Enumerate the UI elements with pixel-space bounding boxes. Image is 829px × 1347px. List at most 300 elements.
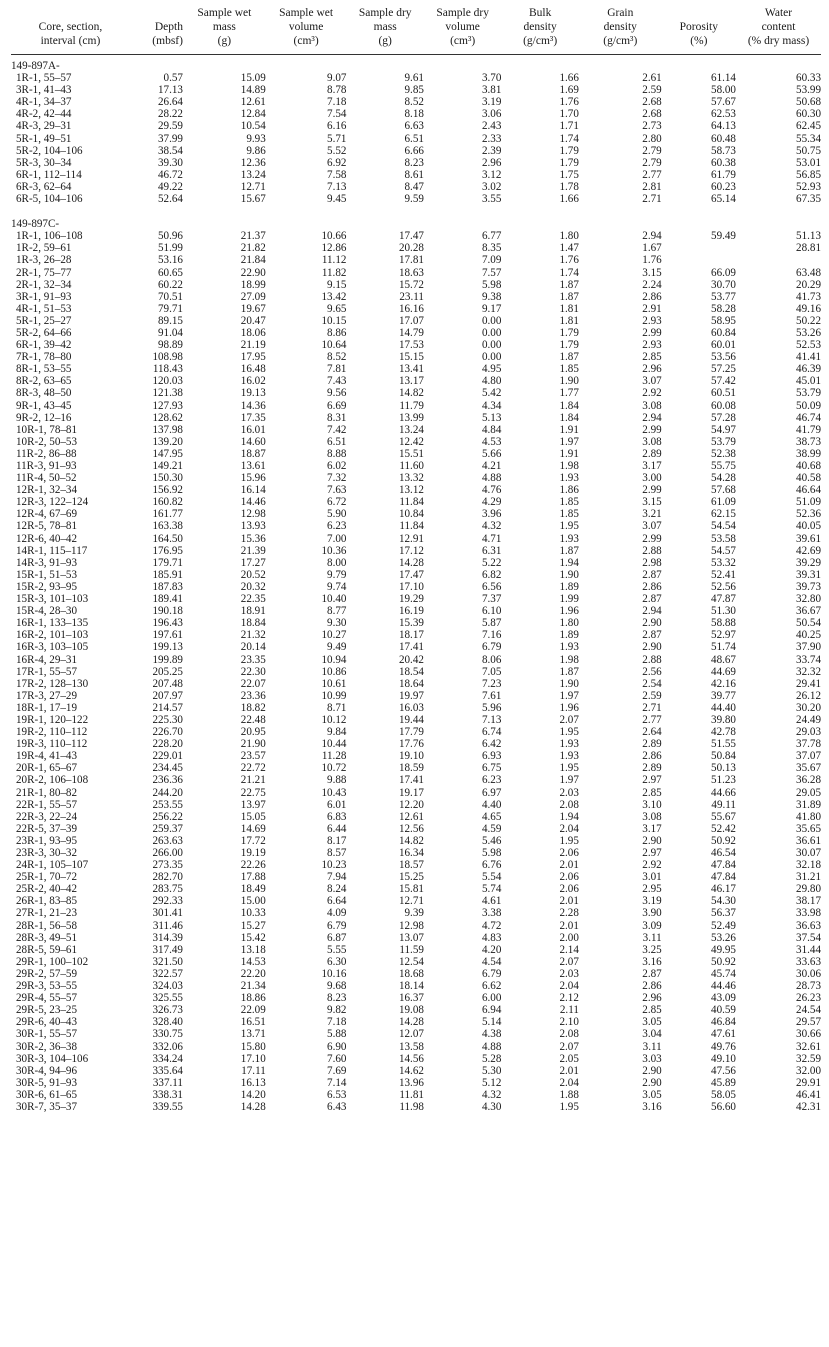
- cell-wet-mass: 19.19: [240, 847, 266, 859]
- cell-wet-volume: 6.87: [327, 931, 347, 944]
- cell-porosity: 53.26: [711, 931, 736, 944]
- cell-wet-mass: 17.88: [240, 871, 266, 884]
- cell-dry-volume: 3.19: [481, 96, 502, 109]
- cell-bulk-density: 1.84: [559, 399, 579, 412]
- cell-core-section: 3R-1, 91–93: [16, 290, 72, 303]
- cell-core-section: 30R-2, 36–38: [16, 1040, 78, 1053]
- cell-depth: 164.50: [152, 532, 183, 545]
- cell-core-section: 17R-3, 27–29: [16, 689, 78, 702]
- cell-wet-volume: 7.43: [327, 375, 347, 388]
- cell-wet-volume: 7.58: [327, 168, 347, 181]
- cell-water-content: 42.31: [796, 1100, 821, 1113]
- table-row: [11, 400, 821, 412]
- cell-water-content: 39.61: [796, 532, 821, 545]
- cell-bulk-density: 1.78: [559, 180, 579, 193]
- cell-grain-density: 2.89: [642, 447, 662, 460]
- cell-grain-density: 2.90: [642, 641, 662, 654]
- cell-wet-volume: 10.15: [321, 314, 347, 327]
- table-row: [11, 230, 821, 242]
- cell-dry-mass: 11.81: [399, 1088, 424, 1101]
- cell-core-section: 8R-3, 48–50: [16, 387, 72, 400]
- cell-core-section: 6R-1, 39–42: [16, 339, 72, 352]
- cell-dry-mass: 19.29: [398, 593, 424, 606]
- cell-core-section: 1R-2, 59–61: [16, 242, 72, 255]
- table-row: [11, 1041, 821, 1053]
- cell-core-section: 17R-1, 55–57: [16, 665, 78, 678]
- cell-porosity: 61.79: [711, 168, 736, 181]
- cell-dry-mass: 11.79: [399, 399, 424, 412]
- cell-depth: 325.55: [152, 992, 183, 1005]
- cell-water-content: 60.33: [796, 72, 821, 85]
- cell-wet-volume: 6.64: [327, 895, 347, 908]
- cell-core-section: 16R-4, 29–31: [16, 653, 78, 666]
- cell-grain-density: 2.91: [642, 302, 662, 315]
- table-row: [11, 835, 821, 847]
- cell-wet-volume: 8.24: [327, 883, 347, 896]
- cell-dry-mass: 12.54: [398, 955, 424, 968]
- cell-wet-volume: 6.72: [327, 496, 347, 509]
- cell-bulk-density: 2.06: [559, 847, 579, 859]
- cell-wet-volume: 11.82: [321, 266, 347, 279]
- cell-depth: 187.83: [152, 580, 183, 593]
- cell-grain-density: 3.10: [642, 798, 662, 811]
- cell-porosity: 48.67: [711, 653, 736, 666]
- cell-wet-mass: 15.36: [240, 532, 266, 545]
- cell-depth: 26.64: [158, 96, 183, 109]
- table-row: [11, 956, 821, 968]
- cell-bulk-density: 1.89: [559, 629, 579, 642]
- cell-core-section: 17R-2, 128–130: [16, 677, 89, 690]
- cell-porosity: 54.57: [711, 544, 736, 557]
- cell-grain-density: 3.16: [642, 955, 662, 968]
- table-row: [11, 254, 821, 266]
- cell-core-section: 5R-1, 49–51: [16, 132, 72, 145]
- cell-porosity: 45.89: [711, 1076, 736, 1089]
- table-row: [11, 569, 821, 581]
- cell-depth: 321.50: [152, 955, 183, 968]
- cell-grain-density: 3.03: [642, 1052, 662, 1065]
- cell-dry-volume: 7.23: [481, 677, 502, 690]
- cell-depth: 228.20: [152, 738, 183, 751]
- cell-depth: 234.45: [152, 762, 183, 775]
- cell-bulk-density: 1.99: [559, 593, 579, 606]
- cell-wet-volume: 7.81: [327, 363, 347, 376]
- cell-bulk-density: 1.81: [559, 314, 579, 327]
- table-row: [11, 133, 821, 145]
- cell-wet-volume: 6.69: [327, 399, 347, 412]
- cell-core-section: 26R-1, 83–85: [16, 895, 78, 908]
- cell-water-content: 40.58: [796, 472, 821, 485]
- table-row: [11, 267, 821, 279]
- cell-core-section: 15R-1, 51–53: [16, 568, 78, 581]
- cell-dry-volume: 4.21: [481, 460, 502, 472]
- cell-dry-mass: 15.81: [398, 883, 424, 896]
- cell-grain-density: 3.05: [642, 1016, 662, 1029]
- cell-dry-mass: 8.23: [404, 156, 424, 169]
- cell-water-content: 30.66: [796, 1028, 821, 1041]
- cell-porosity: 57.42: [711, 375, 736, 388]
- cell-wet-volume: 9.79: [327, 568, 347, 581]
- table-row: [11, 484, 821, 496]
- cell-dry-volume: 2.33: [481, 132, 502, 145]
- table-row: [11, 120, 821, 132]
- cell-depth: 301.41: [152, 907, 183, 920]
- header-line: Sample dry: [358, 7, 412, 19]
- cell-core-section: 10R-1, 78–81: [16, 423, 78, 436]
- table-row: [11, 315, 821, 327]
- cell-water-content: 37.90: [796, 641, 821, 654]
- cell-water-content: 63.48: [796, 266, 821, 279]
- table-row: [11, 762, 821, 774]
- cell-bulk-density: 1.85: [559, 508, 579, 521]
- cell-dry-volume: 0.00: [481, 326, 502, 339]
- cell-porosity: 49.11: [711, 798, 736, 811]
- cell-wet-volume: 9.68: [327, 980, 347, 993]
- cell-dry-volume: 6.10: [481, 605, 502, 618]
- cell-wet-mass: 22.90: [240, 266, 266, 279]
- cell-grain-density: 2.94: [642, 230, 662, 243]
- cell-bulk-density: 1.90: [559, 568, 579, 581]
- group-label-row: [11, 213, 821, 230]
- table-row: [11, 545, 821, 557]
- cell-core-section: 29R-2, 57–59: [16, 967, 78, 980]
- cell-water-content: 53.99: [796, 84, 821, 97]
- cell-bulk-density: 2.00: [559, 931, 579, 944]
- cell-dry-mass: 15.15: [398, 351, 424, 364]
- cell-bulk-density: 1.76: [559, 254, 579, 267]
- cell-water-content: 36.28: [796, 774, 821, 787]
- cell-water-content: 53.01: [796, 156, 821, 169]
- cell-grain-density: 2.71: [642, 193, 662, 206]
- cell-wet-mass: 18.49: [240, 883, 266, 896]
- cell-core-section: 11R-3, 91–93: [16, 460, 77, 472]
- cell-wet-volume: 9.65: [327, 302, 347, 315]
- cell-water-content: 35.65: [796, 822, 821, 835]
- cell-dry-mass: 17.47: [398, 568, 424, 581]
- cell-water-content: 29.91: [796, 1076, 821, 1089]
- cell-wet-mass: 13.71: [240, 1028, 266, 1041]
- cell-wet-volume: 9.45: [327, 193, 347, 206]
- cell-dry-volume: 4.83: [481, 931, 502, 944]
- table-row: [11, 72, 821, 84]
- cell-dry-mass: 12.91: [398, 532, 424, 545]
- cell-core-section: 6R-1, 112–114: [16, 168, 82, 181]
- cell-grain-density: 2.88: [642, 544, 662, 557]
- cell-bulk-density: 1.86: [559, 484, 579, 497]
- cell-dry-volume: 3.96: [481, 508, 502, 521]
- cell-porosity: 55.67: [711, 810, 736, 823]
- cell-dry-volume: 5.98: [481, 278, 502, 291]
- cell-wet-mass: 17.11: [241, 1064, 266, 1077]
- cell-porosity: 56.60: [711, 1100, 736, 1113]
- cell-dry-mass: 11.60: [399, 460, 424, 472]
- cell-bulk-density: 2.28: [559, 907, 579, 920]
- cell-porosity: 58.28: [711, 302, 736, 315]
- cell-wet-volume: 6.01: [327, 798, 347, 811]
- cell-core-section: 25R-2, 40–42: [16, 883, 78, 896]
- cell-depth: 207.48: [152, 677, 183, 690]
- cell-wet-volume: 9.84: [327, 726, 347, 739]
- cell-depth: 273.35: [152, 859, 183, 872]
- cell-core-section: 22R-1, 55–57: [16, 798, 78, 811]
- cell-wet-volume: 8.52: [327, 351, 347, 364]
- table-row: [11, 363, 821, 375]
- table-row: [11, 145, 821, 157]
- table-body: [11, 55, 821, 1114]
- cell-bulk-density: 2.04: [559, 1076, 579, 1089]
- cell-bulk-density: 1.90: [559, 677, 579, 690]
- cell-wet-mass: 27.09: [240, 290, 266, 303]
- cell-wet-volume: 7.63: [327, 484, 347, 497]
- cell-water-content: 46.64: [796, 484, 821, 497]
- cell-porosity: 57.25: [711, 363, 736, 376]
- cell-porosity: 58.73: [711, 144, 736, 157]
- cell-wet-mass: 17.35: [240, 411, 266, 424]
- cell-water-content: 39.29: [796, 556, 821, 569]
- cell-core-section: 12R-3, 122–124: [16, 496, 89, 509]
- cell-water-content: 29.03: [796, 726, 821, 739]
- cell-bulk-density: 2.07: [559, 955, 579, 968]
- table-row: [11, 617, 821, 629]
- cell-wet-mass: 21.39: [240, 544, 266, 557]
- cell-wet-mass: 21.90: [240, 738, 266, 751]
- cell-bulk-density: 1.79: [559, 144, 579, 157]
- cell-dry-volume: 5.14: [481, 1016, 502, 1029]
- table-row: [11, 1101, 821, 1113]
- cell-dry-mass: 17.10: [398, 580, 424, 593]
- cell-wet-volume: 10.99: [321, 689, 347, 702]
- cell-depth: 253.55: [152, 798, 183, 811]
- cell-wet-mass: 12.84: [240, 108, 266, 121]
- table-row: [11, 291, 821, 303]
- cell-bulk-density: 1.70: [559, 108, 579, 121]
- cell-bulk-density: 1.87: [559, 278, 579, 291]
- cell-bulk-density: 2.04: [559, 822, 579, 835]
- cell-wet-volume: 9.88: [327, 774, 347, 787]
- cell-dry-mass: 8.47: [404, 180, 424, 193]
- header-line: (g/cm³): [523, 35, 558, 47]
- cell-porosity: 52.38: [711, 447, 736, 460]
- cell-depth: 330.75: [152, 1028, 183, 1041]
- cell-grain-density: 2.86: [642, 750, 662, 763]
- group-spacer: [11, 205, 821, 213]
- cell-grain-density: 2.94: [642, 605, 662, 618]
- cell-dry-mass: 13.96: [398, 1076, 424, 1089]
- cell-water-content: 56.85: [796, 168, 821, 181]
- table-row: [11, 472, 821, 484]
- cell-wet-volume: 6.43: [327, 1100, 347, 1113]
- cell-dry-volume: 6.77: [481, 230, 502, 243]
- cell-dry-volume: 4.32: [481, 1088, 502, 1101]
- table-row: [11, 387, 821, 399]
- cell-bulk-density: 1.85: [559, 363, 579, 376]
- group-label: 149-897C-: [11, 218, 60, 231]
- cell-water-content: 33.63: [796, 955, 821, 968]
- cell-wet-volume: 9.82: [327, 1004, 347, 1017]
- table-row: [11, 96, 821, 108]
- cell-water-content: 28.81: [796, 242, 821, 255]
- cell-wet-volume: 10.43: [321, 786, 347, 799]
- header-core-section: [11, 6, 130, 54]
- cell-porosity: 44.40: [711, 701, 736, 714]
- cell-depth: 150.30: [152, 472, 183, 485]
- cell-porosity: 59.49: [711, 230, 736, 243]
- cell-dry-mass: 13.99: [398, 411, 424, 424]
- cell-grain-density: 3.09: [642, 919, 662, 932]
- cell-core-section: 15R-3, 101–103: [16, 593, 89, 606]
- cell-depth: 50.96: [158, 230, 183, 243]
- cell-dry-volume: 0.00: [481, 339, 502, 352]
- cell-bulk-density: 2.08: [559, 798, 579, 811]
- cell-core-section: 10R-2, 50–53: [16, 435, 78, 448]
- cell-core-section: 21R-1, 80–82: [16, 786, 78, 799]
- cell-dry-volume: 6.97: [481, 786, 502, 799]
- table-row: [11, 557, 821, 569]
- cell-dry-mass: 13.07: [398, 931, 424, 944]
- cell-grain-density: 2.89: [642, 762, 662, 775]
- cell-bulk-density: 2.14: [559, 943, 579, 956]
- table-row: [11, 1089, 821, 1101]
- cell-dry-volume: 4.53: [481, 435, 502, 448]
- cell-wet-mass: 20.95: [240, 726, 266, 739]
- cell-grain-density: 2.95: [642, 883, 662, 896]
- table-row: [11, 508, 821, 520]
- cell-wet-mass: 17.27: [240, 556, 266, 569]
- table-row: [11, 774, 821, 786]
- cell-bulk-density: 1.95: [559, 520, 579, 533]
- table-row: [11, 339, 821, 351]
- table-row: [11, 968, 821, 980]
- cell-dry-volume: 6.23: [481, 774, 502, 787]
- cell-porosity: 46.17: [711, 883, 736, 896]
- cell-wet-mass: 12.36: [240, 156, 266, 169]
- cell-depth: 98.89: [158, 339, 183, 352]
- cell-wet-volume: 10.72: [321, 762, 347, 775]
- cell-core-section: 1R-1, 106–108: [16, 230, 83, 243]
- cell-porosity: 50.92: [711, 955, 736, 968]
- cell-dry-volume: 6.79: [481, 967, 502, 980]
- cell-bulk-density: 1.79: [559, 156, 579, 169]
- cell-wet-volume: 13.42: [321, 290, 347, 303]
- cell-depth: 17.13: [158, 84, 183, 97]
- cell-water-content: 30.07: [796, 847, 821, 859]
- header-line: Bulk: [528, 7, 552, 19]
- cell-dry-volume: 4.34: [481, 399, 502, 412]
- cell-wet-volume: 9.07: [327, 72, 347, 85]
- cell-dry-mass: 12.61: [398, 810, 424, 823]
- cell-porosity: 45.74: [711, 967, 736, 980]
- cell-dry-mass: 13.17: [398, 375, 424, 388]
- cell-core-section: 25R-1, 70–72: [16, 871, 78, 884]
- cell-dry-mass: 17.53: [398, 339, 424, 352]
- cell-dry-volume: 6.56: [481, 580, 502, 593]
- cell-wet-mass: 22.26: [240, 859, 266, 872]
- cell-wet-mass: 15.27: [240, 919, 266, 932]
- cell-depth: 244.20: [152, 786, 183, 799]
- cell-grain-density: 3.19: [642, 895, 662, 908]
- cell-wet-volume: 8.71: [327, 701, 347, 714]
- cell-dry-mass: 15.72: [398, 278, 424, 291]
- cell-grain-density: 2.96: [642, 992, 662, 1005]
- cell-dry-mass: 16.16: [398, 302, 424, 315]
- cell-dry-mass: 20.28: [398, 242, 424, 255]
- header-line: (g/cm³): [603, 35, 638, 47]
- cell-bulk-density: 1.80: [559, 230, 579, 243]
- cell-bulk-density: 1.94: [559, 810, 579, 823]
- cell-depth: 120.03: [152, 375, 183, 388]
- cell-core-section: 8R-1, 53–55: [16, 363, 72, 376]
- cell-bulk-density: 1.79: [559, 339, 579, 352]
- cell-wet-volume: 9.74: [327, 580, 347, 593]
- cell-water-content: 49.16: [796, 302, 821, 315]
- cell-core-section: 4R-1, 51–53: [16, 302, 72, 315]
- cell-dry-volume: 3.81: [481, 84, 502, 97]
- cell-depth: 127.93: [152, 399, 183, 412]
- table-row: [11, 859, 821, 871]
- cell-water-content: 46.41: [796, 1088, 821, 1101]
- cell-water-content: 50.68: [796, 96, 821, 109]
- cell-grain-density: 3.05: [642, 1088, 662, 1101]
- cell-porosity: 58.88: [711, 617, 736, 630]
- cell-wet-mass: 18.99: [240, 278, 266, 291]
- header-line: (g): [378, 35, 392, 47]
- cell-dry-mass: 8.18: [404, 108, 424, 121]
- cell-bulk-density: 1.93: [559, 472, 579, 485]
- cell-wet-mass: 14.53: [240, 955, 266, 968]
- cell-water-content: 52.36: [796, 508, 821, 521]
- cell-water-content: 37.07: [796, 750, 821, 763]
- cell-wet-volume: 9.49: [327, 641, 347, 654]
- cell-core-section: 9R-1, 43–45: [16, 399, 72, 412]
- cell-dry-mass: 11.59: [399, 943, 424, 956]
- cell-depth: 326.73: [152, 1004, 183, 1017]
- cell-dry-mass: 14.79: [398, 326, 424, 339]
- cell-wet-mass: 16.01: [240, 423, 266, 436]
- cell-grain-density: 2.87: [642, 967, 662, 980]
- cell-wet-mass: 22.72: [240, 762, 266, 775]
- table-row: [11, 847, 821, 859]
- cell-wet-volume: 10.61: [321, 677, 347, 690]
- cell-depth: 292.33: [152, 895, 183, 908]
- cell-grain-density: 2.68: [642, 108, 662, 121]
- cell-core-section: 19R-4, 41–43: [16, 750, 78, 763]
- cell-wet-mass: 17.72: [240, 834, 266, 847]
- header-line: (%): [690, 35, 708, 47]
- cell-porosity: [662, 242, 736, 254]
- table-row: [11, 242, 821, 254]
- cell-core-section: 20R-2, 106–108: [16, 774, 89, 787]
- cell-bulk-density: 2.11: [559, 1004, 579, 1017]
- table-row: [11, 279, 821, 291]
- cell-wet-volume: 7.18: [327, 96, 347, 109]
- cell-bulk-density: 1.95: [559, 726, 579, 739]
- cell-bulk-density: 1.87: [559, 290, 579, 303]
- table-row: [11, 714, 821, 726]
- cell-grain-density: 2.99: [642, 532, 662, 545]
- cell-dry-mass: 20.42: [398, 653, 424, 666]
- cell-core-section: 5R-3, 30–34: [16, 156, 72, 169]
- cell-wet-mass: 20.14: [240, 641, 266, 654]
- cell-depth: 79.71: [158, 302, 183, 315]
- table-row: [11, 303, 821, 315]
- cell-dry-mass: 12.07: [398, 1028, 424, 1041]
- table-row: [11, 108, 821, 120]
- cell-water-content: 53.26: [796, 326, 821, 339]
- cell-core-section: 24R-1, 105–107: [16, 859, 89, 872]
- cell-bulk-density: 1.91: [559, 447, 579, 460]
- cell-water-content: 51.13: [796, 230, 821, 243]
- cell-wet-mass: 18.87: [240, 447, 266, 460]
